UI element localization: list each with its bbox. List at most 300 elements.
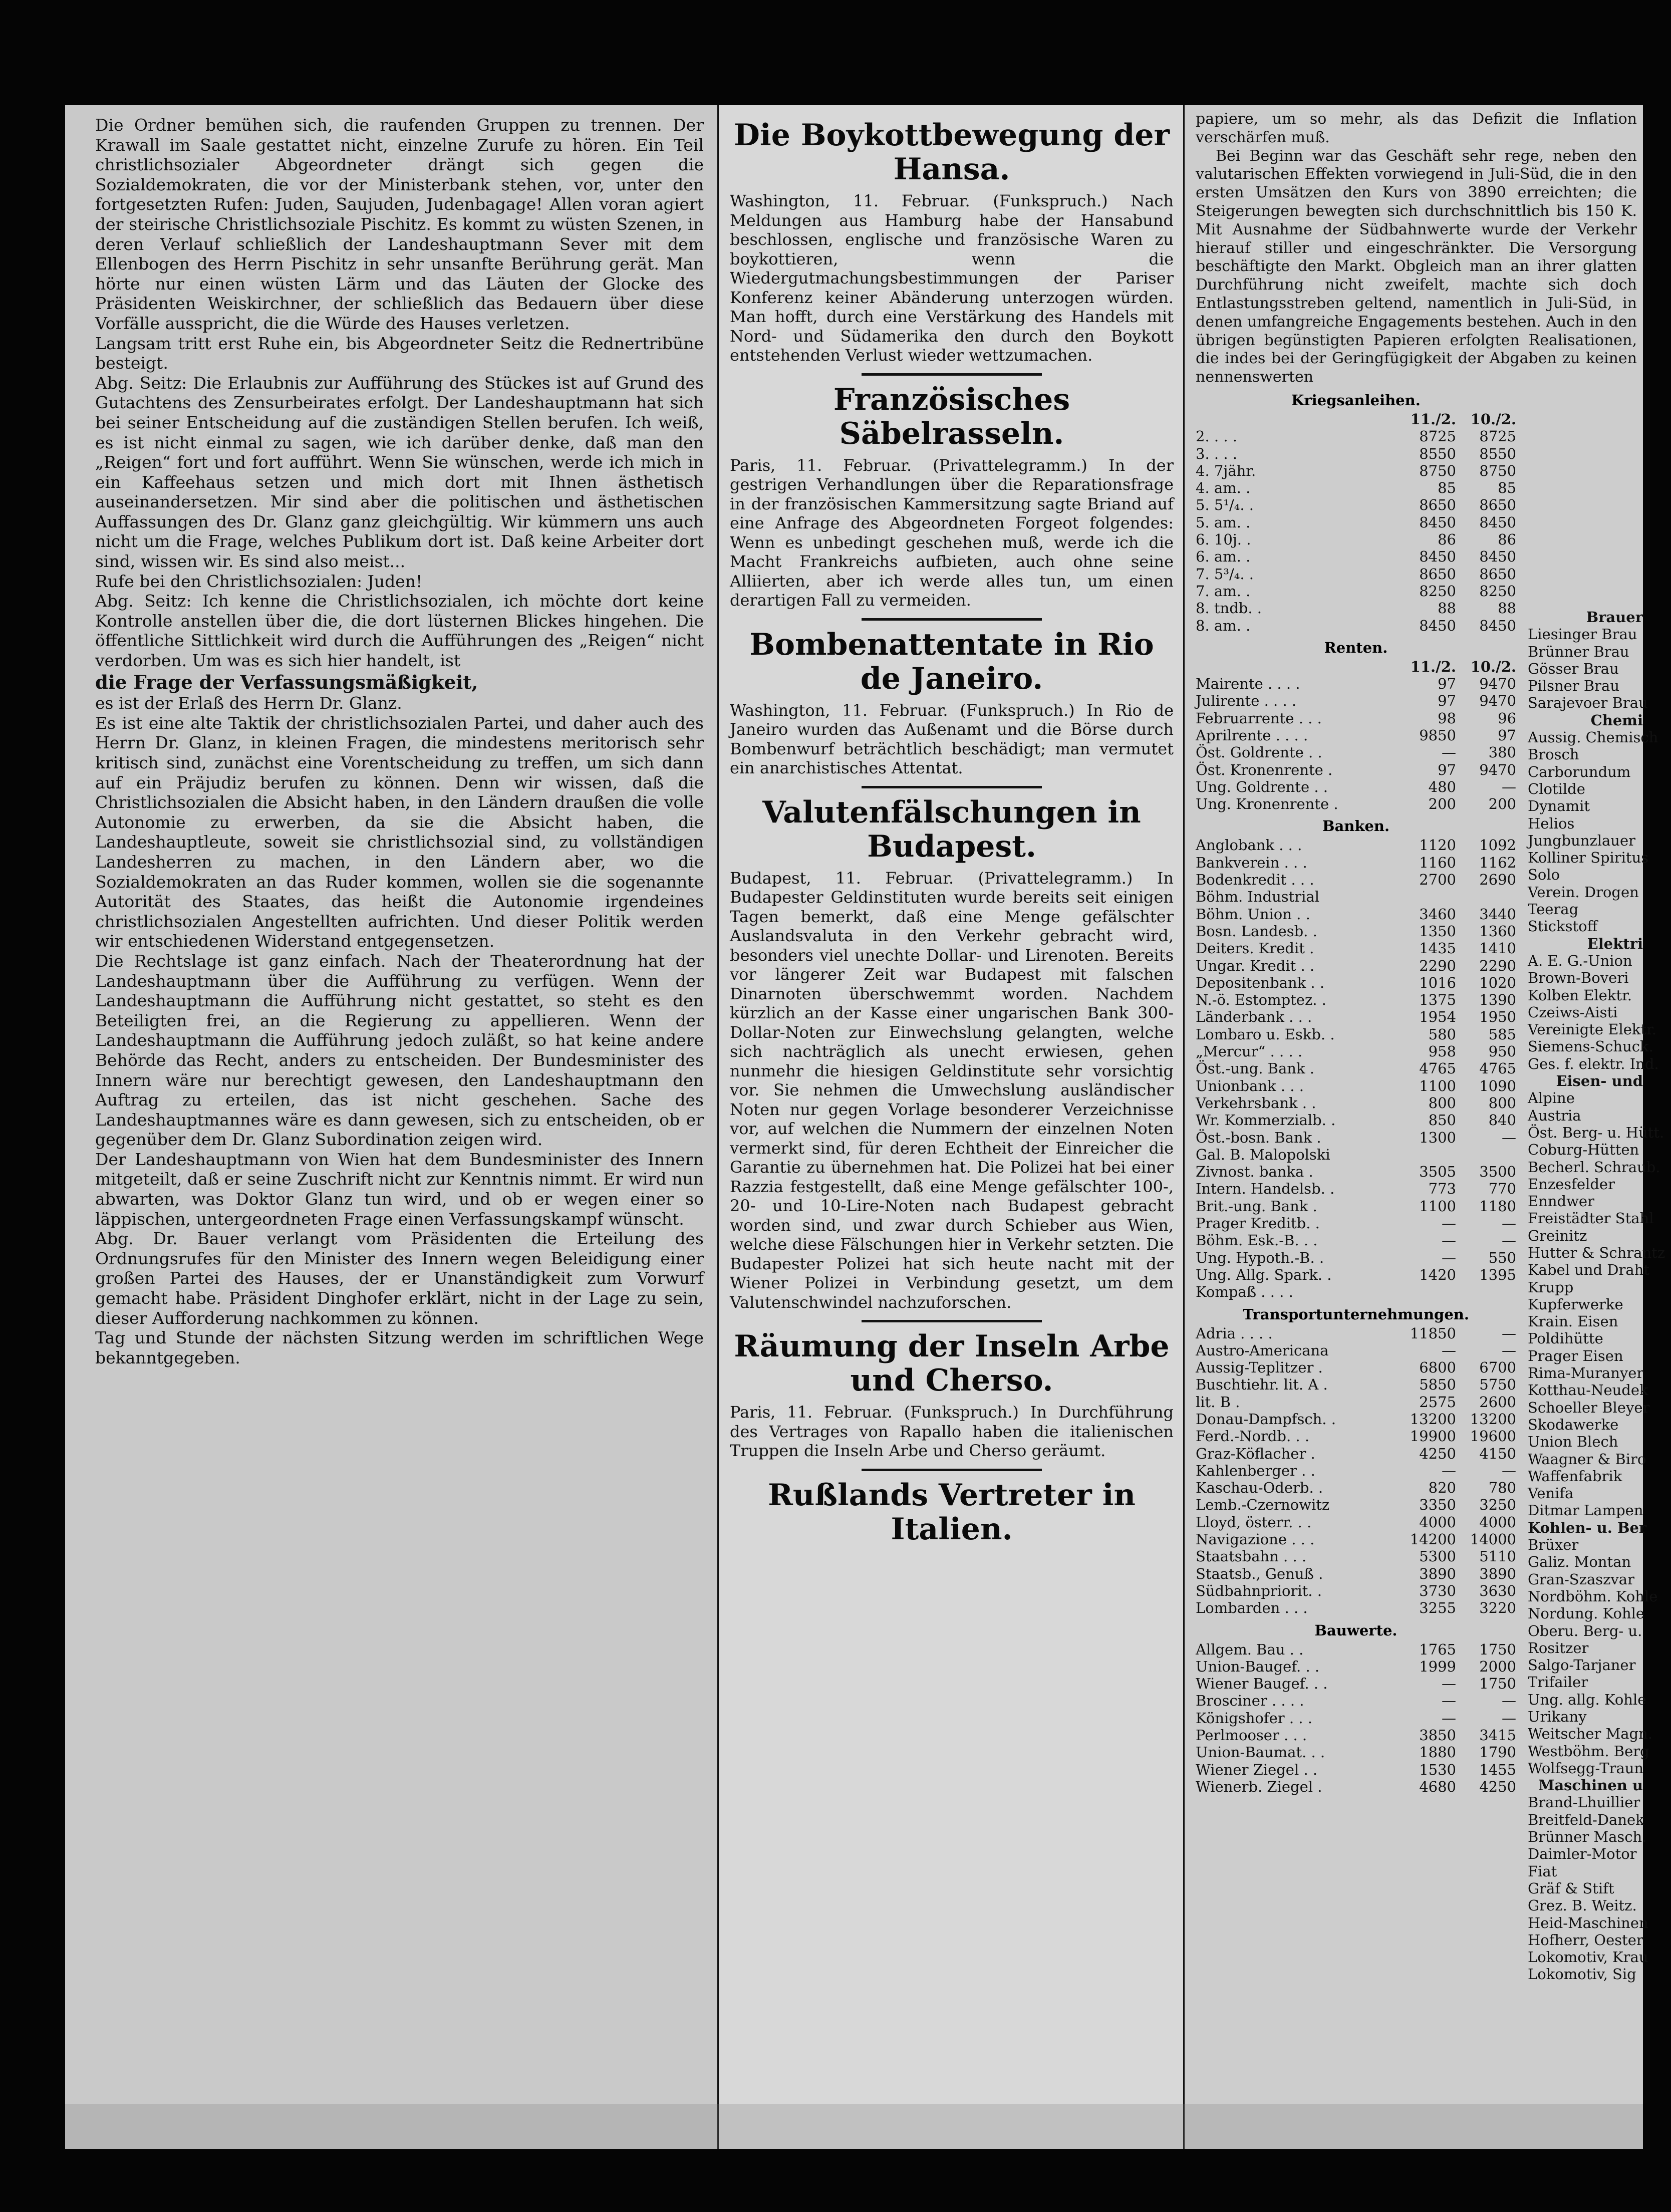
- table-row: [1196, 531, 1516, 548]
- table-row: [1196, 479, 1516, 496]
- security-name: N.-ö. Estomptez. .: [1196, 991, 1326, 1009]
- table-header-cell: 10./2.: [1470, 658, 1516, 675]
- side-group-title: Brauer: [1586, 609, 1643, 626]
- quote-value: —: [1442, 1675, 1456, 1693]
- headline: Valutenfälschungen in Budapest.: [762, 794, 1141, 864]
- table-row: [1196, 1727, 1516, 1744]
- side-item: Daimler-Motor: [1528, 1845, 1637, 1863]
- table-row: [1196, 906, 1516, 923]
- side-item: A. E. G.-Union: [1528, 952, 1632, 969]
- quote-value: —: [1442, 1215, 1456, 1232]
- quote-value: 19600: [1470, 1428, 1516, 1445]
- side-item: Prager Eisen: [1528, 1347, 1623, 1364]
- quote-value: 8650: [1419, 565, 1456, 583]
- security-name: Julirente . . . .: [1196, 692, 1297, 710]
- side-item: Brosch: [1528, 746, 1579, 763]
- table-row: [1196, 1514, 1516, 1531]
- side-item: Gösser Brau: [1528, 660, 1619, 677]
- table-header-row: [1196, 658, 1516, 675]
- quote-value: 8725: [1419, 428, 1456, 445]
- quote-value: 1360: [1479, 922, 1516, 940]
- quote-value: 2600: [1479, 1393, 1516, 1411]
- paragraph: Abg. Seitz: Ich kenne die Christlichsozialen, ich möchte dort keine Kontrolle anstellen über die, die dort lüsternen Blickes hingehen. Die öffentliche Sittlichkeit wird durch die Aufführungen des „Reigen“ nicht verdorben. Um was es sich hier handelt, ist: [95, 591, 704, 671]
- security-name: Wiener Baugef. . .: [1196, 1675, 1328, 1693]
- quote-value: 4680: [1419, 1778, 1456, 1795]
- side-group-title: Maschinen u: [1538, 1777, 1643, 1794]
- security-name: Februarrente . . .: [1196, 709, 1322, 727]
- side-item: Oberu. Berg- u.: [1528, 1622, 1642, 1639]
- quote-value: 580: [1428, 1025, 1456, 1043]
- security-name: Lemb.-Czernowitz: [1196, 1496, 1330, 1514]
- table-row: [1196, 1026, 1516, 1043]
- article-text: Washington, 11. Februar. (Funkspruch.) Nach Meldungen aus Hamburg habe der Hansabund beschlossen, englische und französische Waren zu boykottieren, wenn die Wiedergutmachungsbestimmungen der Pariser Konferenz keiner Abänderung unterzogen würden. Man hofft, durch eine Verstärkung des Handels mit Nord- und Südamerika den durch den Boykott entstehenden Verlust wieder wettzumachen.: [730, 191, 1174, 365]
- quote-value: 5300: [1419, 1548, 1456, 1565]
- security-name: Öst. Kronenrente .: [1196, 761, 1333, 778]
- security-name: 5. 5¹/₄. .: [1196, 496, 1254, 514]
- quote-value: 1300: [1419, 1129, 1456, 1146]
- security-name: Staatsbahn . . .: [1196, 1548, 1307, 1565]
- security-name: Wiener Ziegel . .: [1196, 1761, 1318, 1778]
- quote-value: 1120: [1419, 837, 1456, 854]
- side-item: Czeiws-Aisti: [1528, 1003, 1618, 1021]
- table-row: [1196, 496, 1516, 513]
- quote-value: 480: [1428, 778, 1456, 795]
- security-name: lit. B .: [1196, 1393, 1240, 1411]
- table-row: [1196, 1094, 1516, 1112]
- security-name: Aprilrente . . . .: [1196, 727, 1308, 744]
- quote-value: 1375: [1419, 991, 1456, 1009]
- quote-value: 13200: [1410, 1410, 1456, 1428]
- side-item: Alpine: [1528, 1089, 1575, 1107]
- side-item: Becherl. Schraub.: [1528, 1158, 1660, 1176]
- column-left: [65, 105, 719, 2149]
- quote-value: —: [1442, 744, 1456, 761]
- quote-value: [1396, 1146, 1456, 1163]
- headline: Französisches Säbelrasseln.: [833, 382, 1070, 451]
- table-row: [1196, 940, 1516, 957]
- quote-value: 96: [1498, 709, 1516, 727]
- stock-side-list: [1528, 609, 1665, 1983]
- table-title: Bauwerte.: [1314, 1621, 1398, 1639]
- article-text: Paris, 11. Februar. (Privattelegramm.) In der gestrigen Verhandlungen über die Reparationsfrage in der französischen Kammersitzung sagte Briand auf eine Anfrage des Abgeordneten Forgeot folgendes: Wenn es unbedingt geschehen muß, werde ich die Macht Frankreichs aufbieten, auch ohne seine Alliierten, aber ich werde alles tun, um einen derartigen Fall zu vermeiden.: [730, 455, 1174, 610]
- security-name: Brosciner . . . .: [1196, 1692, 1304, 1710]
- scan-shadow: [65, 2104, 1643, 2149]
- table-row: [1196, 778, 1516, 795]
- quote-value: 773: [1428, 1180, 1456, 1198]
- side-item: Teerag: [1528, 901, 1579, 918]
- paragraph: Tag und Stunde der nächsten Sitzung werden im schriftlichen Wege bekanntgegeben.: [95, 1328, 704, 1367]
- security-name: 4. 7jähr.: [1196, 462, 1256, 479]
- paragraph: Rufe bei den Christlichsozialen: Juden!: [95, 571, 423, 591]
- side-item: Ditmar Lampen: [1528, 1502, 1643, 1519]
- side-item: Brown-Boveri: [1528, 969, 1629, 987]
- security-name: Wr. Kommerzialb. .: [1196, 1112, 1336, 1129]
- quote-value: —: [1442, 1692, 1456, 1710]
- side-item: Heid-Maschinen: [1528, 1914, 1648, 1931]
- quote-value: —: [1442, 1709, 1456, 1727]
- table-row: [1196, 1761, 1516, 1778]
- quote-value: 2575: [1419, 1393, 1456, 1411]
- quote-value: 8450: [1419, 548, 1456, 566]
- quote-value: 11850: [1410, 1324, 1456, 1342]
- quote-value: 14200: [1410, 1531, 1456, 1548]
- side-item: Rositzer: [1528, 1639, 1589, 1656]
- side-group-title: Kohlen- u. Ber: [1528, 1519, 1647, 1536]
- security-name: Bosn. Landesb. .: [1196, 922, 1317, 940]
- quote-value: 9850: [1419, 727, 1456, 744]
- side-item: Schoeller Bleyer: [1528, 1399, 1650, 1416]
- security-name: Buschtiehr. lit. A .: [1196, 1376, 1328, 1394]
- security-name: Königshofer . . .: [1196, 1709, 1312, 1727]
- quote-value: 97: [1498, 727, 1516, 744]
- table-row: [1196, 445, 1516, 462]
- security-name: Bankverein . . .: [1196, 854, 1307, 871]
- side-item: Lokomotiv, Krau: [1528, 1949, 1648, 1966]
- side-item: Solo: [1528, 866, 1560, 884]
- table-row: [1196, 888, 1516, 905]
- quote-value: 5750: [1479, 1376, 1516, 1394]
- side-item: Helios: [1528, 814, 1575, 832]
- table-row: [1196, 1565, 1516, 1582]
- side-item: Pilsner Brau: [1528, 677, 1620, 695]
- side-item: Krupp: [1528, 1278, 1574, 1296]
- table-row: [1196, 462, 1516, 479]
- table-header-cell: [1196, 411, 1396, 428]
- article-arbe-cherso: [730, 1329, 1174, 1461]
- quote-value: 1016: [1419, 974, 1456, 991]
- security-name: 3. . . .: [1196, 445, 1237, 462]
- table-row: [1196, 957, 1516, 974]
- security-name: Brit.-ung. Bank .: [1196, 1197, 1317, 1215]
- table-row: [1196, 761, 1516, 778]
- quote-value: 550: [1488, 1249, 1516, 1266]
- table-row: [1196, 1658, 1516, 1675]
- quote-value: 800: [1488, 1094, 1516, 1112]
- headline: Rußlands Vertreter in Italien.: [767, 1477, 1136, 1547]
- side-item: Clotilde: [1528, 780, 1585, 797]
- security-name: Adria . . . .: [1196, 1324, 1273, 1342]
- table-row: [1196, 1675, 1516, 1692]
- security-name: Graz-Köflacher .: [1196, 1445, 1315, 1462]
- quote-value: 13200: [1470, 1410, 1516, 1428]
- security-name: Aussig-Teplitzer .: [1196, 1359, 1323, 1376]
- quote-value: 8750: [1479, 462, 1516, 479]
- side-item: Verein. Drogen: [1528, 883, 1639, 901]
- quote-value: 1100: [1419, 1077, 1456, 1094]
- quote-value: 4250: [1479, 1778, 1516, 1795]
- quote-value: 1750: [1479, 1675, 1516, 1693]
- side-item: Hutter & Schrantz: [1528, 1244, 1665, 1261]
- side-item: Dynamit: [1528, 797, 1590, 815]
- table-row: [1196, 710, 1516, 727]
- security-name: Union-Baugef. . .: [1196, 1657, 1320, 1675]
- table-row: [1196, 1266, 1516, 1283]
- headline: Bombenattentate in Rio de Janeiro.: [749, 627, 1154, 696]
- table-row: [1196, 1778, 1516, 1795]
- quote-value: 8550: [1479, 445, 1516, 462]
- security-name: Navigazione . . .: [1196, 1531, 1315, 1548]
- article-divider: [862, 1469, 1042, 1471]
- quote-value: 8750: [1419, 462, 1456, 479]
- article-divider: [862, 373, 1042, 376]
- column-middle: [719, 105, 1185, 2149]
- table-header-cell: [1196, 658, 1396, 675]
- quote-value: 3890: [1419, 1565, 1456, 1582]
- security-name: Lombarden . . .: [1196, 1599, 1308, 1617]
- side-item: Weitscher Magn.: [1528, 1725, 1653, 1743]
- quote-value: 1880: [1419, 1744, 1456, 1761]
- side-item: Öst. Berg- u. Hütt.: [1528, 1124, 1664, 1141]
- table-row: [1196, 1744, 1516, 1761]
- table-row: [1196, 974, 1516, 991]
- paragraph: Die Rechtslage ist ganz einfach. Nach der Theaterordnung hat der Landeshauptmann über die Aufführung zu verfügen. Wenn der Landeshauptmann die Aufführung nicht gestattet, so steht es den Beteiligten frei, an die Regierung zu appellieren. Wenn der Landeshauptmann die Aufführung jedoch zuläßt, so hat keine andere Behörde das Recht, anders zu entscheiden. Der Bundesminister des Innern wäre nur berechtigt gewesen, den Landeshauptmann den Auftrag zu erteilen, das ist nicht geschehen. Sache des Landeshauptmannes wäre es dann gewesen, sich zu entscheiden, ob er gegenüber dem Dr. Glanz Subordination zeigen wird.: [95, 951, 704, 1150]
- quote-value: 19900: [1410, 1428, 1456, 1445]
- security-name: 8. am. .: [1196, 617, 1251, 634]
- quote-value: —: [1442, 1249, 1456, 1266]
- article-parliament: [95, 115, 704, 1367]
- security-name: Union-Baumat. . .: [1196, 1744, 1325, 1761]
- side-item: Waffenfabrik: [1528, 1467, 1622, 1485]
- headline: Räumung der Inseln Arbe und Cherso.: [734, 1329, 1170, 1398]
- side-item: Carborundum: [1528, 763, 1631, 780]
- quote-value: 820: [1428, 1479, 1456, 1497]
- quote-value: 1162: [1479, 854, 1516, 871]
- quote-value: 3500: [1479, 1163, 1516, 1181]
- security-name: Prager Kreditb. .: [1196, 1215, 1320, 1232]
- quote-value: 1420: [1419, 1266, 1456, 1283]
- side-item: Poldihütte: [1528, 1330, 1603, 1347]
- quote-value: 8725: [1479, 428, 1516, 445]
- security-name: Ung. Allg. Spark. .: [1196, 1266, 1332, 1283]
- side-item: Enndwer: [1528, 1193, 1594, 1210]
- stock-table: [1196, 658, 1516, 813]
- article-divider: [862, 1320, 1042, 1322]
- quote-value: [1396, 888, 1456, 905]
- quote-value: 2690: [1479, 871, 1516, 889]
- table-row: [1196, 727, 1516, 744]
- security-name: „Mercur“ . . . .: [1196, 1043, 1303, 1060]
- table-row: [1196, 617, 1516, 634]
- security-name: Lloyd, österr. . .: [1196, 1513, 1312, 1531]
- side-item: Brünner Brau: [1528, 643, 1629, 660]
- side-item: Trifailer: [1528, 1674, 1588, 1691]
- side-item: Gräf & Stift: [1528, 1879, 1614, 1897]
- quote-value: —: [1502, 1232, 1516, 1249]
- side-item: Waagner & Biro: [1528, 1450, 1646, 1468]
- security-name: 5. am. .: [1196, 513, 1251, 531]
- side-item: Urikany: [1528, 1708, 1587, 1725]
- paragraph: es ist der Erlaß des Herrn Dr. Glanz.: [95, 693, 402, 713]
- table-title: Banken.: [1322, 817, 1390, 835]
- table-row: [1196, 1692, 1516, 1709]
- security-name: Verkehrsbank . .: [1196, 1094, 1316, 1112]
- quote-value: 1750: [1479, 1640, 1516, 1658]
- table-row: [1196, 1342, 1516, 1359]
- security-name: Bodenkredit . . .: [1196, 871, 1314, 889]
- side-item: Brüxer: [1528, 1536, 1579, 1554]
- quote-value: 8450: [1479, 617, 1516, 634]
- table-row: [1196, 514, 1516, 531]
- table-row: [1196, 1283, 1516, 1300]
- quote-value: 88: [1498, 600, 1516, 617]
- table-row: [1196, 428, 1516, 445]
- table-header-cell: 11./2.: [1410, 410, 1456, 428]
- quote-value: —: [1502, 1341, 1516, 1359]
- quote-value: 1100: [1419, 1197, 1456, 1215]
- security-name: Kahlenberger . .: [1196, 1462, 1315, 1479]
- quote-value: 97: [1438, 692, 1456, 710]
- quote-value: 86: [1438, 531, 1456, 548]
- quote-value: 4150: [1479, 1445, 1516, 1462]
- stock-table: [1196, 1641, 1516, 1796]
- table-row: [1196, 871, 1516, 888]
- quote-value: 585: [1488, 1025, 1516, 1043]
- quote-value: 14000: [1470, 1531, 1516, 1548]
- security-name: Ung. Kronenrente .: [1196, 795, 1338, 813]
- quote-value: —: [1502, 778, 1516, 795]
- article-russland: [730, 1478, 1174, 1546]
- quote-value: 3440: [1479, 905, 1516, 923]
- side-item: Westböhm. Berg: [1528, 1742, 1649, 1760]
- quote-value: 5110: [1479, 1548, 1516, 1565]
- stock-table: [1196, 837, 1516, 1300]
- quote-value: 2700: [1419, 871, 1456, 889]
- side-item: Enzesfelder: [1528, 1175, 1615, 1193]
- subheading: die Frage der Verfassungsmäßigkeit,: [95, 671, 478, 693]
- security-name: Anglobank . . .: [1196, 837, 1302, 854]
- security-name: Deiters. Kredit .: [1196, 940, 1314, 957]
- side-item: Aussig. Chemisch: [1528, 729, 1658, 746]
- quote-value: 1160: [1419, 854, 1456, 871]
- security-name: Böhm. Union . .: [1196, 905, 1310, 923]
- quote-value: —: [1442, 1232, 1456, 1249]
- table-header-row: [1196, 411, 1516, 428]
- table-row: [1196, 854, 1516, 871]
- table-row: [1196, 1232, 1516, 1249]
- quote-value: 3220: [1479, 1599, 1516, 1617]
- quote-value: 8250: [1479, 582, 1516, 600]
- side-item: Kolliner Spiritus: [1528, 849, 1649, 867]
- paragraph: Der Landeshauptmann von Wien hat dem Bundesminister des Innern mitgeteilt, daß er seine Zuschrift nicht zur Kenntnis nimmt. Er wird nun abwarten, was Doktor Glanz tun wird, und ob er wegen einer so läppischen, untergeordneten Frage einen Verfassungskampf wünscht.: [95, 1149, 704, 1229]
- side-item: Ges. f. elektr. Ind.: [1528, 1055, 1659, 1072]
- table-row: [1196, 1462, 1516, 1479]
- side-item: Grez. B. Weitz.: [1528, 1897, 1637, 1914]
- security-name: Öst. Goldrente . .: [1196, 744, 1322, 761]
- security-name: Südbahnpriorit. .: [1196, 1582, 1322, 1599]
- quote-value: 780: [1488, 1479, 1516, 1497]
- quote-value: 1350: [1419, 922, 1456, 940]
- security-name: 7. 5³/₄. .: [1196, 565, 1254, 583]
- paragraph: Abg. Seitz: Die Erlaubnis zur Aufführung des Stückes ist auf Grund des Gutachtens des Zensurbeirates erfolgt. Der Landeshauptmann hat sich bei seiner Entscheidung auf die zuständigen Stellen berufen. Ich weiß, es ist nicht einmal zu sagen, wie ich darüber denke, daß man den „Reigen“ fort und fort aufführt. Wenn Sie wünschen, werde ich mich in ein Kaffeehaus setzen und mich dort mit Ihnen ästhetisch auseinandersetzen. Mir sind aber die politischen und ästhetischen Auffassungen des Dr. Glanz ganz gleichgültig. Wir kümmern uns auch nicht um die Frage, welches Publikum dort ist. Daß keine Arbeiter dort sind, wissen wir. Es sind also meist...: [95, 373, 704, 572]
- table-row: [1196, 1531, 1516, 1548]
- table-row: [1196, 600, 1516, 617]
- security-name: Ungar. Kredit . .: [1196, 957, 1315, 974]
- quote-value: 8650: [1479, 565, 1516, 583]
- quote-value: 1180: [1479, 1197, 1516, 1215]
- side-item: Vereinigte Elektr.: [1528, 1021, 1657, 1038]
- quote-value: [1456, 888, 1516, 905]
- side-item: Krain. Eisen: [1528, 1313, 1618, 1330]
- side-group-title: Elektri: [1587, 935, 1643, 952]
- table-title: Transportunternehmungen.: [1243, 1305, 1469, 1323]
- table-row: [1196, 1641, 1516, 1658]
- security-name: Zivnost. banka .: [1196, 1163, 1313, 1181]
- quote-value: 4765: [1479, 1060, 1516, 1077]
- table-row: [1196, 1479, 1516, 1496]
- table-title: Kriegsanleihen.: [1291, 391, 1421, 409]
- side-item: Gran-Szaszvar: [1528, 1570, 1634, 1588]
- table-row: [1196, 1077, 1516, 1094]
- quote-value: 8450: [1419, 617, 1456, 634]
- quote-value: 958: [1428, 1043, 1456, 1060]
- security-name: Länderbank . . .: [1196, 1008, 1312, 1026]
- side-item: Liesinger Brau: [1528, 626, 1637, 643]
- table-row: [1196, 923, 1516, 940]
- article-rio: [730, 628, 1174, 778]
- side-item: Breitfeld-Danek: [1528, 1811, 1644, 1828]
- security-name: Staatsb., Genuß .: [1196, 1565, 1323, 1582]
- quote-value: 8450: [1479, 513, 1516, 531]
- table-row: [1196, 1146, 1516, 1163]
- table-row: [1196, 795, 1516, 812]
- quote-value: 3250: [1479, 1496, 1516, 1514]
- security-name: Öst.-ung. Bank .: [1196, 1060, 1314, 1077]
- security-name: Unionbank . . .: [1196, 1077, 1304, 1094]
- table-row: [1196, 1445, 1516, 1462]
- table-row: [1196, 1325, 1516, 1342]
- side-item: Nordung. Kohle: [1528, 1605, 1645, 1622]
- side-item: Galiz. Montan: [1528, 1553, 1631, 1571]
- security-name: Mairente . . . .: [1196, 675, 1300, 693]
- stock-tables: [1196, 392, 1516, 1795]
- quote-value: —: [1442, 1462, 1456, 1479]
- side-item: Hofherr, Oester: [1528, 1931, 1643, 1949]
- side-item: Stickstoff: [1528, 918, 1598, 935]
- quote-value: 4000: [1479, 1513, 1516, 1531]
- table-row: [1196, 1428, 1516, 1445]
- market-report: Bei Beginn war das Geschäft sehr rege, neben den valutarischen Effekten vorwiegend in Juli-Süd, die in den ersten Umsätzen den Kurs von 3890 erreichten; die Steigerungen bewegten sich durchschnittlich bis 150 K. Mit Ausnahme der Südbahnwerte wurde der Verkehr hierauf stiller und eingeschränkter. Die Versorgung beschäftigte den Markt. Obgleich man an ihrer glatten Durchführung nicht zweifelt, machte sich doch Entlastungsstreben geltend, namentlich in Juli-Süd, in denen umfangreiche Engagements bestehen. Auch in den übrigen begünstigten Papieren erfolgten Realisationen, die indes bei der Geringfügigkeit der Abgaben zu keinen nennenswerten: [1196, 147, 1637, 386]
- security-name: Perlmooser . . .: [1196, 1727, 1307, 1744]
- table-row: [1196, 1060, 1516, 1077]
- article-text: Washington, 11. Februar. (Funkspruch.) In Rio de Janeiro wurden das Außenamt und die Börse durch Bombenwurf beträchtlich beschädigt; man vermutet ein anarchistisches Attentat.: [730, 700, 1174, 777]
- quote-value: 2000: [1479, 1657, 1516, 1675]
- side-item: Skodawerke: [1528, 1416, 1619, 1433]
- quote-value: 6800: [1419, 1359, 1456, 1376]
- security-name: 2. . . .: [1196, 428, 1237, 445]
- quote-value: 8250: [1419, 582, 1456, 600]
- table-row: [1196, 1411, 1516, 1428]
- stock-table: [1196, 1325, 1516, 1617]
- quote-value: 1390: [1479, 991, 1516, 1009]
- security-name: Depositenbank . .: [1196, 974, 1325, 991]
- quote-value: 3850: [1419, 1727, 1456, 1744]
- security-name: Wienerb. Ziegel .: [1196, 1778, 1322, 1795]
- quote-value: 9470: [1479, 761, 1516, 778]
- quote-value: 8450: [1419, 513, 1456, 531]
- side-item: Austria: [1528, 1107, 1581, 1124]
- quote-value: 200: [1428, 795, 1456, 813]
- security-name: Kaschau-Oderb. .: [1196, 1479, 1323, 1497]
- quote-value: 1020: [1479, 974, 1516, 991]
- quote-value: 85: [1438, 479, 1456, 497]
- quote-value: 1435: [1419, 940, 1456, 957]
- table-row: [1196, 692, 1516, 709]
- table-row: [1196, 1215, 1516, 1232]
- side-item: Union Blech: [1528, 1433, 1618, 1451]
- side-group-title: Chemi: [1590, 711, 1643, 729]
- security-name: Lombaro u. Eskb. .: [1196, 1025, 1335, 1043]
- quote-value: 8450: [1479, 548, 1516, 566]
